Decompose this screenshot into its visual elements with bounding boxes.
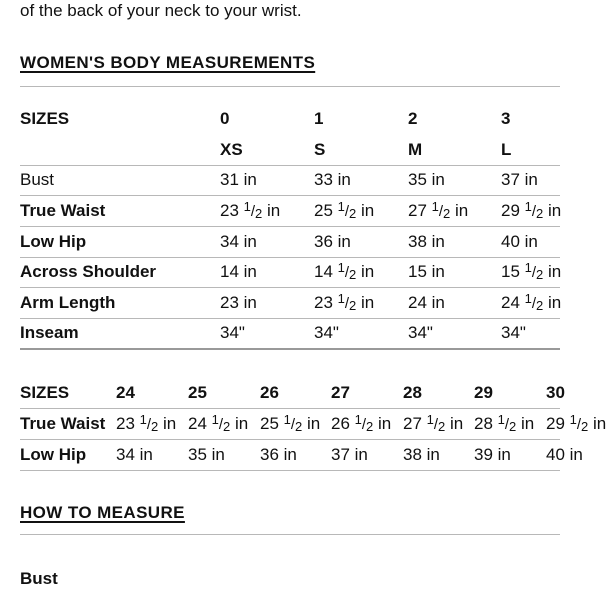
measurement-value: 38 in bbox=[403, 445, 440, 464]
measurement-value: 40 in bbox=[501, 232, 538, 251]
measurement-value: 40 in bbox=[546, 445, 583, 464]
measurement-value: 23 1/2 in bbox=[116, 412, 177, 434]
size-number: 25 bbox=[188, 383, 207, 402]
measurement-label: Across Shoulder bbox=[20, 262, 157, 281]
measurement-value: 36 in bbox=[260, 445, 297, 464]
measurement-label: True Waist bbox=[20, 414, 106, 433]
size-letter: M bbox=[408, 140, 423, 159]
measurement-value: 33 in bbox=[314, 170, 351, 189]
size-number: 29 bbox=[474, 383, 493, 402]
measurement-value: 35 in bbox=[188, 445, 225, 464]
row-divider bbox=[20, 439, 560, 440]
how-to-measure-title: HOW TO MEASURE bbox=[20, 503, 185, 522]
size-number: 30 bbox=[546, 383, 565, 402]
row-divider bbox=[20, 470, 560, 471]
row-divider bbox=[20, 287, 560, 288]
sizes-header-label: SIZES bbox=[20, 383, 70, 402]
size-number: 1 bbox=[314, 109, 324, 128]
measurement-value: 34 in bbox=[116, 445, 153, 464]
size-number: 0 bbox=[220, 109, 230, 128]
row-divider bbox=[20, 257, 560, 258]
measurement-value: 14 in bbox=[220, 262, 257, 281]
measurement-value: 34" bbox=[408, 323, 433, 342]
row-divider bbox=[20, 408, 560, 409]
measurement-label: Bust bbox=[20, 170, 55, 189]
measurement-value: 26 1/2 in bbox=[331, 412, 392, 434]
size-number: 24 bbox=[116, 383, 135, 402]
size-number: 28 bbox=[403, 383, 422, 402]
measurement-label: Inseam bbox=[20, 323, 79, 342]
measurement-value: 27 1/2 in bbox=[403, 412, 464, 434]
measurement-value: 24 1/2 in bbox=[188, 412, 249, 434]
measurement-value: 28 1/2 in bbox=[474, 412, 535, 434]
size-number: 3 bbox=[501, 109, 511, 128]
sizes-header-label: SIZES bbox=[20, 109, 70, 128]
measurement-value: 14 1/2 in bbox=[314, 260, 375, 282]
measurement-value: 34 in bbox=[220, 232, 257, 251]
measurement-value: 37 in bbox=[501, 170, 538, 189]
measurement-value: 39 in bbox=[474, 445, 511, 464]
measurement-value: 37 in bbox=[331, 445, 368, 464]
row-divider bbox=[20, 226, 560, 227]
measurement-label: Low Hip bbox=[20, 445, 87, 464]
measurement-label: True Waist bbox=[20, 201, 106, 220]
measurement-value: 36 in bbox=[314, 232, 351, 251]
bust-measure-heading: Bust bbox=[20, 569, 58, 588]
measurement-value: 24 1/2 in bbox=[501, 291, 562, 313]
measurement-value: 15 1/2 in bbox=[501, 260, 562, 282]
size-number: 27 bbox=[331, 383, 350, 402]
size-letter: XS bbox=[220, 140, 243, 159]
measurement-value: 23 in bbox=[220, 293, 257, 312]
measurement-value: 29 1/2 in bbox=[501, 199, 562, 221]
measurement-value: 35 in bbox=[408, 170, 445, 189]
section-divider bbox=[20, 86, 560, 87]
intro-text: of the back of your neck to your wrist. bbox=[20, 1, 302, 20]
size-number: 2 bbox=[408, 109, 418, 128]
measurement-value: 29 1/2 in bbox=[546, 412, 606, 434]
measurement-value: 34" bbox=[220, 323, 245, 342]
section-divider bbox=[20, 534, 560, 535]
measurement-value: 34" bbox=[314, 323, 339, 342]
measurement-label: Arm Length bbox=[20, 293, 116, 312]
measurement-value: 23 1/2 in bbox=[314, 291, 375, 313]
measurement-value: 34" bbox=[501, 323, 526, 342]
size-number: 26 bbox=[260, 383, 279, 402]
row-divider bbox=[20, 318, 560, 319]
size-letter: L bbox=[501, 140, 512, 159]
measurement-value: 27 1/2 in bbox=[408, 199, 469, 221]
row-divider bbox=[20, 348, 560, 350]
womens-body-measurements-title: WOMEN'S BODY MEASUREMENTS bbox=[20, 53, 316, 72]
measurement-value: 25 1/2 in bbox=[260, 412, 321, 434]
measurement-value: 25 1/2 in bbox=[314, 199, 375, 221]
size-letter: S bbox=[314, 140, 326, 159]
measurement-label: Low Hip bbox=[20, 232, 87, 251]
measurement-value: 31 in bbox=[220, 170, 257, 189]
row-divider bbox=[20, 165, 560, 166]
measurement-value: 24 in bbox=[408, 293, 445, 312]
measurement-value: 15 in bbox=[408, 262, 445, 281]
row-divider bbox=[20, 195, 560, 196]
measurement-value: 23 1/2 in bbox=[220, 199, 281, 221]
measurement-value: 38 in bbox=[408, 232, 445, 251]
